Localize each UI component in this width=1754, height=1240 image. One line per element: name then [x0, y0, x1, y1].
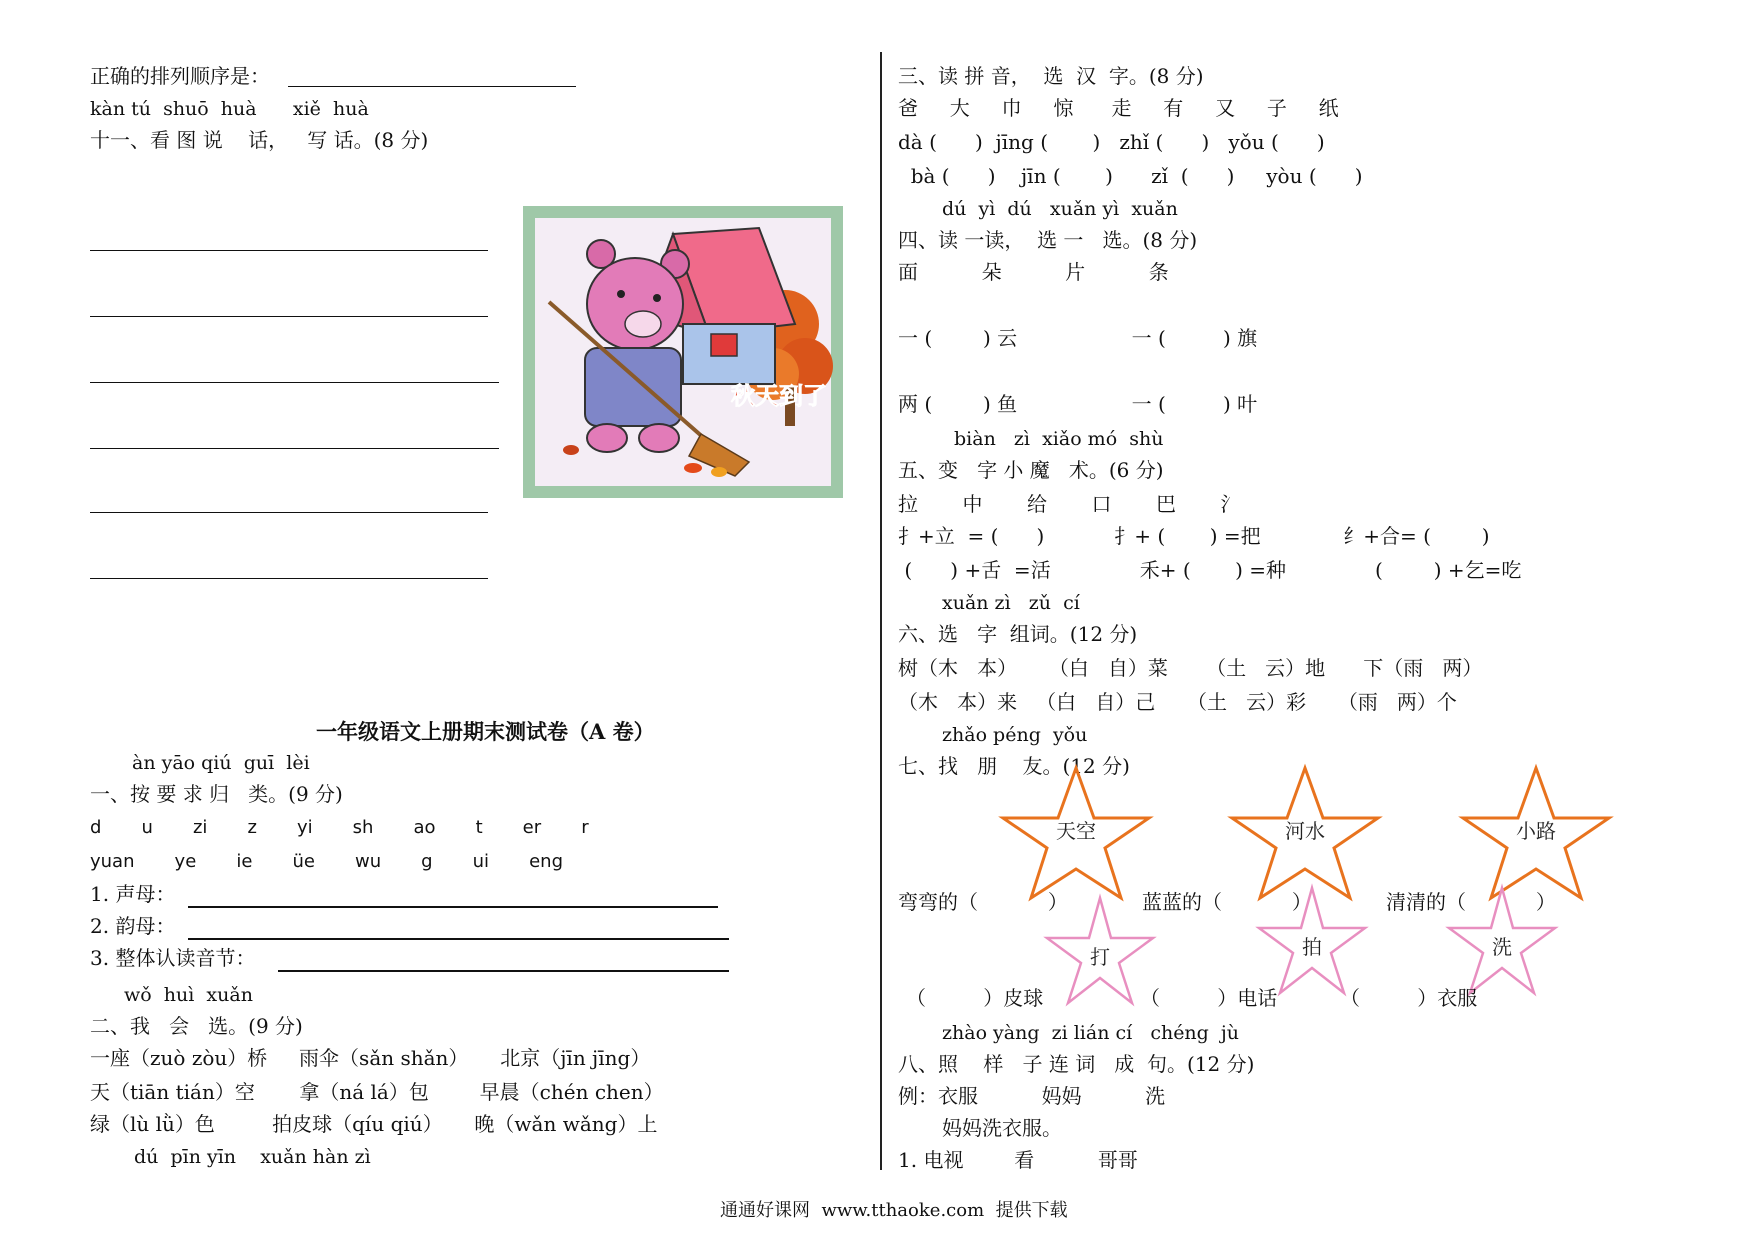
q2-row-2: 天（tiān tián）空 拿（ná lá）包 早晨（chén chen）: [90, 1080, 664, 1104]
q4-row-1: 一 ( ) 云 一 ( ) 旗: [898, 326, 1258, 350]
pinyin-q8: zhào yàng zi lián cí chéng jù: [942, 1022, 1240, 1044]
star-label-pat: 拍: [1302, 935, 1322, 959]
q4-measure-words: 面 朵 片 条: [898, 260, 1169, 284]
star-label-river: 河水: [1285, 819, 1325, 843]
pinyin-q5: biàn zì xiǎo mó shù: [954, 428, 1164, 450]
writing-line-3[interactable]: [90, 382, 499, 383]
footer-source: 通通好课网 www.tthaoke.com 提供下载: [720, 1200, 1068, 1221]
q5-row-2: ( ) +舌 =活 禾+ ( ) =种 ( ) +乞=吃: [898, 558, 1522, 582]
q2-row-3: 绿（lù lǜ）色 拍皮球（qíu qiú） 晚（wǎn wǎng）上: [90, 1112, 658, 1136]
star-label-road: 小路: [1516, 819, 1556, 843]
q8-item-1: 1. 电视 看 哥哥: [898, 1148, 1138, 1172]
pinyin-q4: dú yì dú xuǎn yì xuǎn: [942, 198, 1178, 220]
q7-phrase-3: 清清的（ ）: [1386, 890, 1556, 914]
star-orange-1: [1003, 768, 1149, 898]
question-8-heading: 八、照 样 子 连 词 成 句。(12 分): [898, 1052, 1255, 1076]
q4-row-2: 两 ( ) 鱼 一 ( ) 叶: [898, 392, 1258, 416]
question-11-heading: 十一、看 图 说 话， 写 话。(8 分): [90, 128, 429, 152]
star-orange-3: [1463, 768, 1609, 898]
q7-phrase-6: （ ）衣服: [1340, 986, 1478, 1010]
q7-phrase-5: （ ）电话: [1140, 986, 1278, 1010]
q5-candidate-chars: 拉 中 给 口 巴 氵: [898, 492, 1241, 516]
q3-candidate-chars: 爸 大 巾 惊 走 有 又 子 纸: [898, 96, 1339, 120]
pinyin-q2: wǒ huì xuǎn: [124, 984, 253, 1006]
q6-row-2: （木 本）来 （白 自）己 （土 云）彩 （雨 两）个: [898, 690, 1457, 714]
q7-phrase-2: 蓝蓝的（ ）: [1142, 890, 1312, 914]
q3-row-2: bà ( ) jīn ( ) zǐ ( ) yòu ( ): [898, 164, 1363, 188]
q1-item-2-label: 2. 韵母：: [90, 914, 176, 938]
order-answer-line[interactable]: [288, 86, 576, 87]
star-label-sky: 天空: [1056, 819, 1096, 843]
question-5-heading: 五、变 字 小 魔 术。(6 分): [898, 458, 1164, 482]
pinyin-q7: zhǎo péng yǒu: [942, 724, 1088, 746]
question-4-heading: 四、读 一读， 选 一 选。(8 分): [898, 228, 1198, 252]
question-7-heading: 七、找 朋 友。(12 分): [898, 754, 1130, 778]
q1-item-1-label: 1. 声母：: [90, 882, 176, 906]
writing-line-2[interactable]: [90, 316, 488, 317]
q1-item-1-answer-line[interactable]: [188, 906, 718, 908]
q7-phrase-1: 弯弯的（ ）: [898, 890, 1068, 914]
question-2-heading: 二、我 会 选。(9 分): [90, 1014, 303, 1038]
writing-line-6[interactable]: [90, 578, 488, 579]
pinyin-q3: dú pīn yīn xuǎn hàn zì: [134, 1146, 371, 1168]
q7-phrase-4: （ ）皮球: [906, 986, 1044, 1010]
q1-letters-row-2: yuan ye ie üe wu g ui eng: [90, 851, 564, 872]
q1-item-2-answer-line[interactable]: [188, 938, 729, 940]
q1-item-3-label: 3. 整体认读音节：: [90, 946, 256, 970]
q1-item-3-answer-line[interactable]: [278, 970, 729, 972]
pinyin-q11: kàn tú shuō huà xiě huà: [90, 98, 369, 120]
star-label-hit: 打: [1090, 945, 1110, 969]
q5-row-1: 扌+立 = ( ) 扌+ ( ) =把 纟+合= ( ): [898, 524, 1490, 548]
pinyin-q6: xuǎn zì zǔ cí: [942, 592, 1080, 614]
writing-line-1[interactable]: [90, 250, 488, 251]
question-6-heading: 六、选 字 组词。(12 分): [898, 622, 1138, 646]
question-3-heading: 三、读 拼 音， 选 汉 字。(8 分): [898, 64, 1204, 88]
exam-title: 一年级语文上册期末测试卷（A 卷）: [316, 719, 655, 744]
q1-letters-row-1: d u zi z yi sh ao t er r: [90, 817, 589, 838]
q2-row-1: 一座（zuò zòu）桥 雨伞（sǎn shǎn） 北京（jīn jīng）: [90, 1046, 651, 1070]
pinyin-q1: àn yāo qiú guī lèi: [132, 752, 310, 774]
picture-caption: 秋天到了: [731, 382, 827, 410]
writing-line-5[interactable]: [90, 512, 488, 513]
question-1-heading: 一、按 要 求 归 类。(9 分): [90, 782, 343, 806]
q6-row-1: 树（木 本） （白 自）菜 （土 云）地 下（雨 两）: [898, 656, 1483, 680]
star-orange-2: [1232, 768, 1378, 898]
writing-line-4[interactable]: [90, 448, 499, 449]
q7-star-diagram: [880, 750, 1740, 1020]
q3-row-1: dà ( ) jīng ( ) zhǐ ( ) yǒu ( ): [898, 130, 1325, 154]
q8-example: 例：衣服 妈妈 洗: [898, 1084, 1166, 1108]
autumn-bear-picture: [523, 206, 843, 498]
star-label-wash: 洗: [1492, 935, 1512, 959]
order-label: 正确的排列顺序是：: [90, 64, 270, 88]
q8-example-answer: 妈妈洗衣服。: [942, 1116, 1062, 1140]
